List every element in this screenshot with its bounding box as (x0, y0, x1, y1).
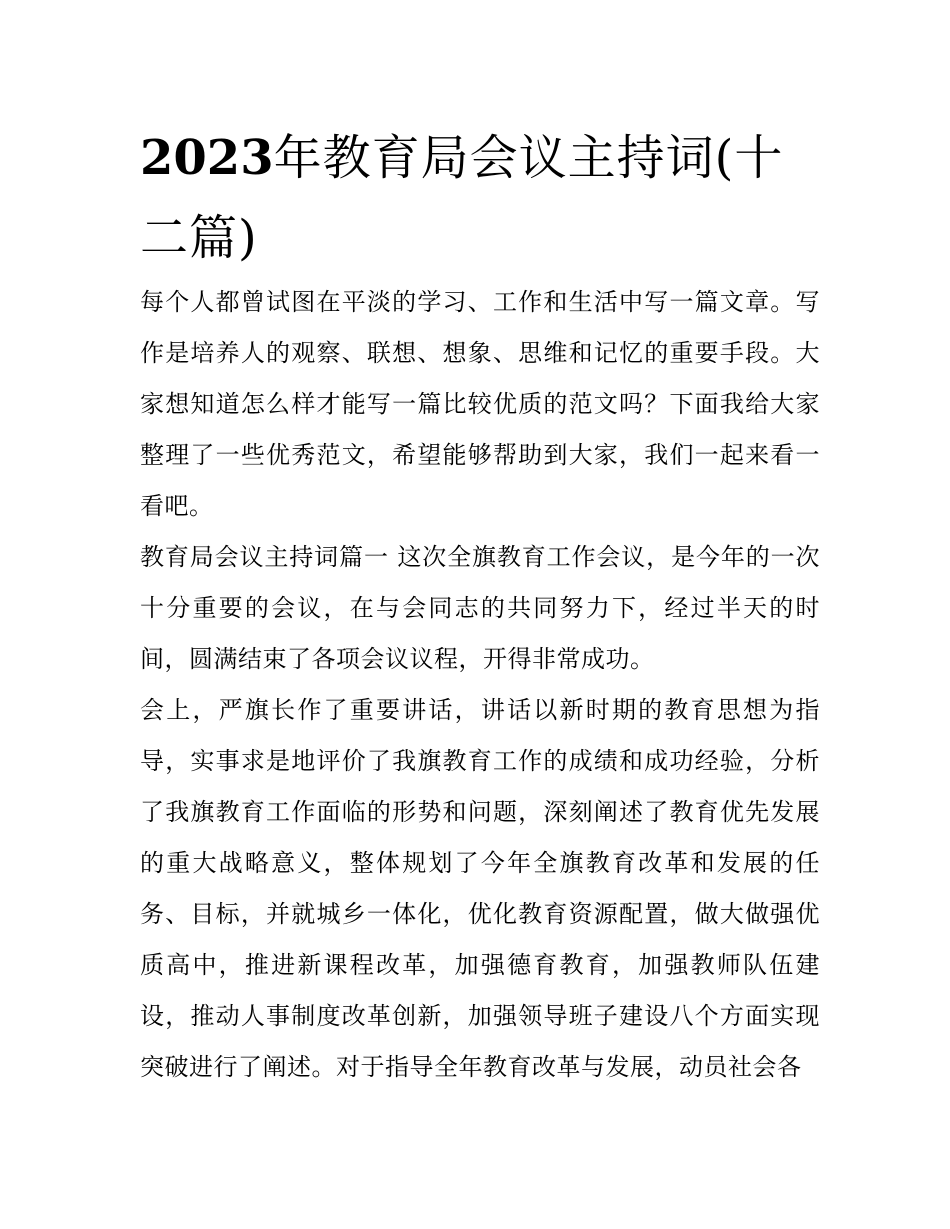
section-one-paragraph: 教育局会议主持词篇一 这次全旗教育工作会议，是今年的一次十分重要的会议，在与会同志的共同努力下，经过半天的时间，圆满结束了各项会议议程，开得非常成功。 (140, 543, 820, 673)
title-year: 2023 (140, 130, 274, 186)
document-body (140, 277, 820, 1093)
intro-paragraph: 每个人都曾试图在平淡的学习、工作和生活中写一篇文章。写作是培养人的观察、联想、想象、思维和记忆的重要手段。大家想知道怎么样才能写一篇比较优质的范文吗？下面我给大家整理了一些优秀范文，希望能够帮助到大家，我们一起来看一看吧。 (140, 288, 820, 520)
speech-summary-paragraph: 会上，严旗长作了重要讲话，讲话以新时期的教育思想为指导，实事求是地评价了我旗教育工作的成绩和成功经验，分析了我旗教育工作面临的形势和问题，深刻阐述了教育优先发展的重大战略意义，整体规划了今年全旗教育改革和发展的任务、目标，并就城乡一体化，优化教育资源配置，做大做强优质高中，推进新课程改革，加强德育教育，加强教师队伍建设，推动人事制度改革创新，加强领导班子建设八个方面实现突破进行了阐述。对于指导全年教育改革与发展，动员社会各 (140, 696, 820, 1081)
document-title (140, 118, 820, 278)
title-text: 年教育局会议主持词(十二篇) (140, 130, 784, 266)
